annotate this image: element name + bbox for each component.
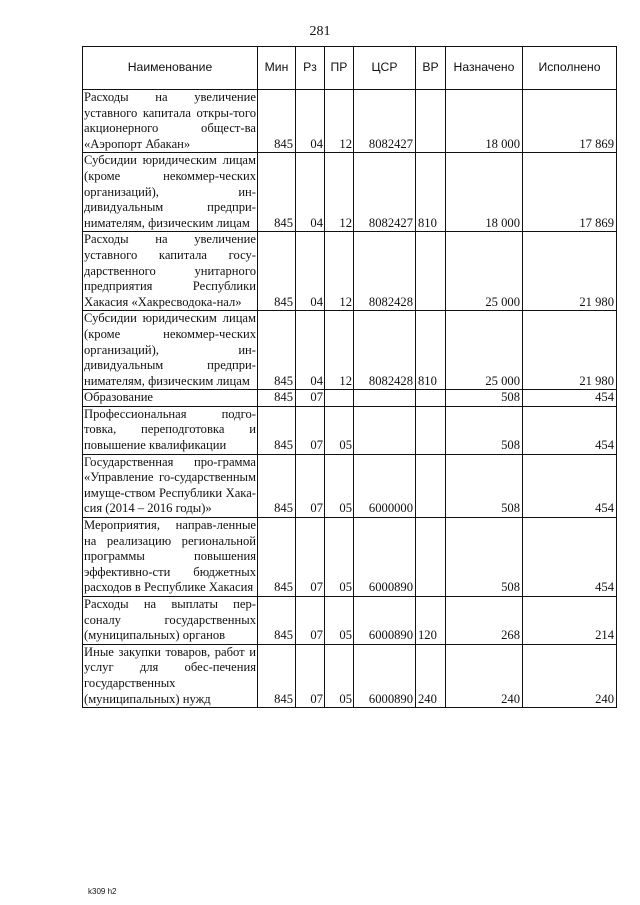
budget-table bbox=[82, 46, 617, 708]
cell-rz: 07 bbox=[296, 644, 325, 707]
cell-csr: 8082427 bbox=[354, 153, 416, 232]
cell-vr bbox=[416, 406, 446, 454]
cell-assigned: 508 bbox=[446, 518, 523, 597]
cell-executed: 17 869 bbox=[523, 153, 617, 232]
cell-csr: 6000890 bbox=[354, 597, 416, 645]
cell-name: Профессиональная подго-товка, переподготовка и повышение квалификации bbox=[83, 406, 258, 454]
cell-csr bbox=[354, 390, 416, 407]
cell-vr bbox=[416, 90, 446, 153]
cell-executed: 454 bbox=[523, 406, 617, 454]
header-csr: ЦСР bbox=[354, 47, 416, 90]
cell-csr: 6000890 bbox=[354, 644, 416, 707]
cell-vr bbox=[416, 390, 446, 407]
cell-pr: 12 bbox=[325, 232, 354, 311]
cell-pr: 12 bbox=[325, 311, 354, 390]
cell-pr: 12 bbox=[325, 153, 354, 232]
cell-pr: 05 bbox=[325, 518, 354, 597]
table-header-row bbox=[83, 47, 617, 90]
table-row bbox=[83, 232, 617, 311]
cell-csr: 8082427 bbox=[354, 90, 416, 153]
table-row bbox=[83, 597, 617, 645]
cell-rz: 07 bbox=[296, 597, 325, 645]
cell-executed: 240 bbox=[523, 644, 617, 707]
table-row bbox=[83, 454, 617, 517]
cell-rz: 04 bbox=[296, 153, 325, 232]
header-min: Мин bbox=[258, 47, 296, 90]
cell-name: Образование bbox=[83, 390, 258, 407]
cell-csr: 6000000 bbox=[354, 454, 416, 517]
header-pr: ПР bbox=[325, 47, 354, 90]
cell-name: Мероприятия, направ-ленные на реализацию региональной программы повышения эффективно-сти бюджетных расходов в Республике Хакасия bbox=[83, 518, 258, 597]
cell-name: Расходы на выплаты пер-соналу государственных (муниципальных) органов bbox=[83, 597, 258, 645]
header-rz: Рз bbox=[296, 47, 325, 90]
table-row bbox=[83, 311, 617, 390]
cell-rz: 07 bbox=[296, 454, 325, 517]
cell-rz: 07 bbox=[296, 406, 325, 454]
cell-assigned: 25 000 bbox=[446, 311, 523, 390]
cell-pr: 05 bbox=[325, 644, 354, 707]
cell-min: 845 bbox=[258, 90, 296, 153]
cell-executed: 21 980 bbox=[523, 232, 617, 311]
cell-rz: 07 bbox=[296, 518, 325, 597]
cell-assigned: 508 bbox=[446, 390, 523, 407]
cell-executed: 454 bbox=[523, 518, 617, 597]
cell-name: Государственная про-грамма «Управление го-сударственным имуще-ством Республики Хака-сия (2014 – 2016 годы)» bbox=[83, 454, 258, 517]
cell-vr bbox=[416, 518, 446, 597]
cell-name: Расходы на увеличение уставного капитала откры-того акционерного общест-ва «Аэропорт Абакан» bbox=[83, 90, 258, 153]
cell-pr: 12 bbox=[325, 90, 354, 153]
cell-executed: 17 869 bbox=[523, 90, 617, 153]
cell-assigned: 240 bbox=[446, 644, 523, 707]
cell-assigned: 268 bbox=[446, 597, 523, 645]
table-row bbox=[83, 644, 617, 707]
cell-vr bbox=[416, 232, 446, 311]
cell-rz: 04 bbox=[296, 90, 325, 153]
cell-min: 845 bbox=[258, 232, 296, 311]
cell-rz: 04 bbox=[296, 232, 325, 311]
table-row bbox=[83, 390, 617, 407]
cell-vr: 240 bbox=[416, 644, 446, 707]
cell-assigned: 508 bbox=[446, 454, 523, 517]
cell-min: 845 bbox=[258, 311, 296, 390]
footer-code: k309 h2 bbox=[88, 887, 117, 896]
cell-pr: 05 bbox=[325, 406, 354, 454]
table-row bbox=[83, 406, 617, 454]
header-name: Наименование bbox=[83, 47, 258, 90]
table-row bbox=[83, 153, 617, 232]
cell-assigned: 25 000 bbox=[446, 232, 523, 311]
cell-assigned: 18 000 bbox=[446, 153, 523, 232]
cell-name: Расходы на увеличение уставного капитала госу-дарственного унитарного предприятия Республики Хакасия «Хакресводока-нал» bbox=[83, 232, 258, 311]
cell-min: 845 bbox=[258, 518, 296, 597]
cell-csr: 8082428 bbox=[354, 232, 416, 311]
cell-name: Субсидии юридическим лицам (кроме некоммер-ческих организаций), ин-дивидуальным предпри-нимателям, физическим лицам bbox=[83, 311, 258, 390]
cell-csr bbox=[354, 406, 416, 454]
cell-name: Иные закупки товаров, работ и услуг для обес-печения государственных (муниципальных) нужд bbox=[83, 644, 258, 707]
cell-rz: 07 bbox=[296, 390, 325, 407]
cell-rz: 04 bbox=[296, 311, 325, 390]
cell-name: Субсидии юридическим лицам (кроме некоммер-ческих организаций), ин-дивидуальным предпри-нимателям, физическим лицам bbox=[83, 153, 258, 232]
table-row bbox=[83, 90, 617, 153]
cell-min: 845 bbox=[258, 454, 296, 517]
table-row bbox=[83, 518, 617, 597]
cell-min: 845 bbox=[258, 644, 296, 707]
cell-min: 845 bbox=[258, 406, 296, 454]
cell-vr bbox=[416, 454, 446, 517]
cell-executed: 21 980 bbox=[523, 311, 617, 390]
cell-executed: 454 bbox=[523, 454, 617, 517]
cell-vr: 810 bbox=[416, 311, 446, 390]
cell-pr: 05 bbox=[325, 454, 354, 517]
cell-min: 845 bbox=[258, 153, 296, 232]
header-vr: ВР bbox=[416, 47, 446, 90]
header-executed: Исполнено bbox=[523, 47, 617, 90]
cell-vr: 810 bbox=[416, 153, 446, 232]
cell-executed: 454 bbox=[523, 390, 617, 407]
cell-assigned: 508 bbox=[446, 406, 523, 454]
cell-pr bbox=[325, 390, 354, 407]
cell-vr: 120 bbox=[416, 597, 446, 645]
cell-csr: 8082428 bbox=[354, 311, 416, 390]
cell-pr: 05 bbox=[325, 597, 354, 645]
cell-min: 845 bbox=[258, 390, 296, 407]
cell-assigned: 18 000 bbox=[446, 90, 523, 153]
header-assigned: Назначено bbox=[446, 47, 523, 90]
cell-csr: 6000890 bbox=[354, 518, 416, 597]
page-number: 281 bbox=[309, 24, 331, 39]
cell-min: 845 bbox=[258, 597, 296, 645]
cell-executed: 214 bbox=[523, 597, 617, 645]
